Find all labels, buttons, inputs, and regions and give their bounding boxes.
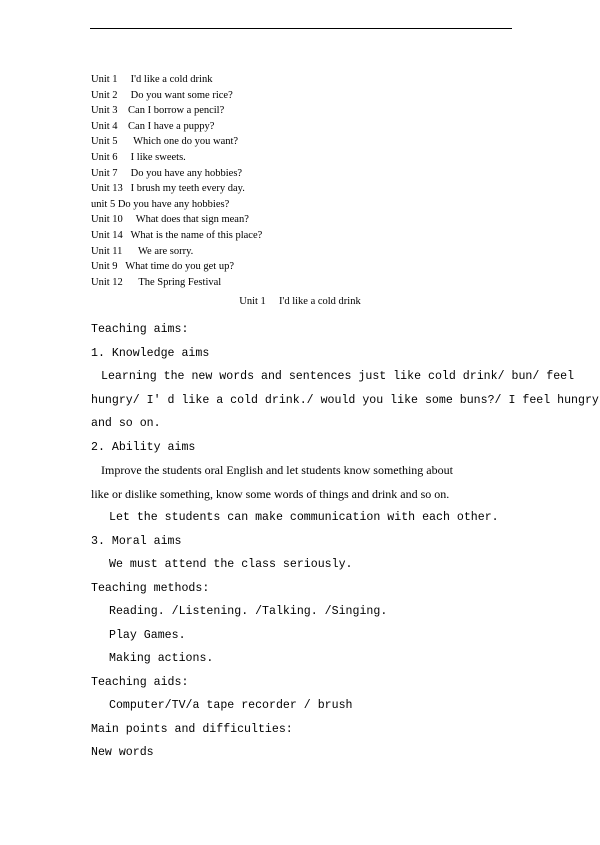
toc-unit: Unit 13 [91, 183, 123, 195]
heading-title: I'd like a cold drink [278, 296, 361, 307]
toc-title: Do you have any hobbies? [130, 167, 243, 179]
toc-gap [118, 168, 131, 179]
toc-item [91, 228, 511, 244]
toc-item [91, 134, 511, 150]
heading-unit: Unit 1 [239, 296, 266, 307]
toc-gap [118, 90, 131, 101]
main-points-heading: Main points and difficulties: [91, 722, 293, 736]
knowledge-line: and so on. [91, 417, 161, 430]
toc-item [91, 259, 511, 275]
knowledge-line: Learning the new words and sentences just like cold drink/ bun/ feel [101, 370, 575, 383]
toc-unit: Unit 1 [91, 74, 118, 85]
toc-gap [122, 246, 138, 257]
toc-item [91, 275, 511, 291]
toc-gap [118, 152, 131, 163]
moral-line: We must attend the class seriously. [109, 558, 353, 571]
toc-title: We are sorry. [137, 245, 194, 257]
toc-unit: Unit 10 [91, 214, 123, 226]
toc-item [91, 181, 511, 197]
toc-title: Can I have a puppy? [128, 120, 215, 132]
toc-gap [118, 136, 134, 147]
toc-item [91, 244, 511, 260]
toc-title: What is the name of this place? [130, 229, 263, 241]
toc-unit: Unit 14 [91, 229, 123, 241]
toc-item [91, 197, 511, 213]
toc-unit: Unit 3 [91, 105, 118, 117]
ability-line: Improve the students oral English and let students know something about [101, 463, 453, 477]
toc-gap [123, 214, 136, 225]
toc-unit: Unit 2 [91, 89, 118, 101]
teaching-aims-heading: Teaching aims: [91, 323, 189, 336]
toc-title: What time do you get up? [125, 261, 234, 273]
toc-unit: Unit 9 [91, 261, 118, 273]
teaching-methods-heading: Teaching methods: [91, 581, 210, 595]
aids-line: Computer/TV/a tape recorder / brush [109, 699, 353, 712]
toc-item [91, 88, 511, 104]
ability-line: Let the students can make communication with each other. [109, 511, 499, 524]
moral-aims-heading: 3. Moral aims [91, 534, 182, 548]
toc-unit: Unit 7 [91, 167, 118, 179]
toc-gap [118, 74, 131, 85]
ability-line: like or dislike something, know some words of things and drink and so on. [91, 486, 450, 501]
toc-item [91, 150, 511, 166]
toc-item [91, 103, 511, 119]
toc-gap [123, 277, 139, 288]
toc-title: I brush my teeth every day. [130, 183, 245, 195]
toc-title: I like sweets. [130, 151, 186, 163]
toc-title: Do you want some rice? [130, 89, 233, 101]
toc-item [91, 72, 511, 88]
toc-gap [118, 121, 129, 132]
new-words-heading: New words [91, 746, 154, 759]
toc-title: I'd like a cold drink [130, 74, 213, 85]
toc-unit: Unit 5 [91, 136, 118, 148]
toc-unit: Unit 12 [91, 276, 123, 288]
toc-title: Can I borrow a pencil? [128, 105, 225, 117]
toc-title: Which one do you want? [133, 136, 239, 148]
header-rule [90, 28, 512, 29]
ability-aims-heading: 2. Ability aims [91, 440, 196, 454]
toc-title: Do you have any hobbies? [117, 198, 230, 210]
toc-unit: unit 5 [91, 198, 116, 210]
toc-unit: Unit 4 [91, 120, 118, 132]
methods-line: Making actions. [109, 652, 214, 665]
toc-unit: Unit 6 [91, 151, 118, 163]
table-of-contents [91, 72, 511, 290]
toc-item [91, 212, 511, 228]
heading-gap [266, 296, 279, 307]
toc-title: The Spring Festival [138, 276, 222, 288]
toc-gap [118, 105, 129, 116]
methods-line: Play Games. [109, 628, 186, 642]
toc-gap [123, 183, 131, 194]
toc-title: What does that sign mean? [135, 214, 249, 226]
methods-line: Reading. /Listening. /Talking. /Singing. [109, 605, 388, 618]
toc-unit: Unit 11 [91, 245, 123, 257]
knowledge-line: hungry/ I' d like a cold drink./ would you like some buns?/ I feel hungry [91, 393, 599, 407]
toc-item [91, 119, 511, 135]
teaching-aids-heading: Teaching aids: [91, 675, 189, 689]
lesson-body [91, 318, 599, 765]
toc-item [91, 166, 511, 182]
section-heading [0, 296, 600, 307]
knowledge-aims-heading: 1. Knowledge aims [91, 346, 210, 360]
